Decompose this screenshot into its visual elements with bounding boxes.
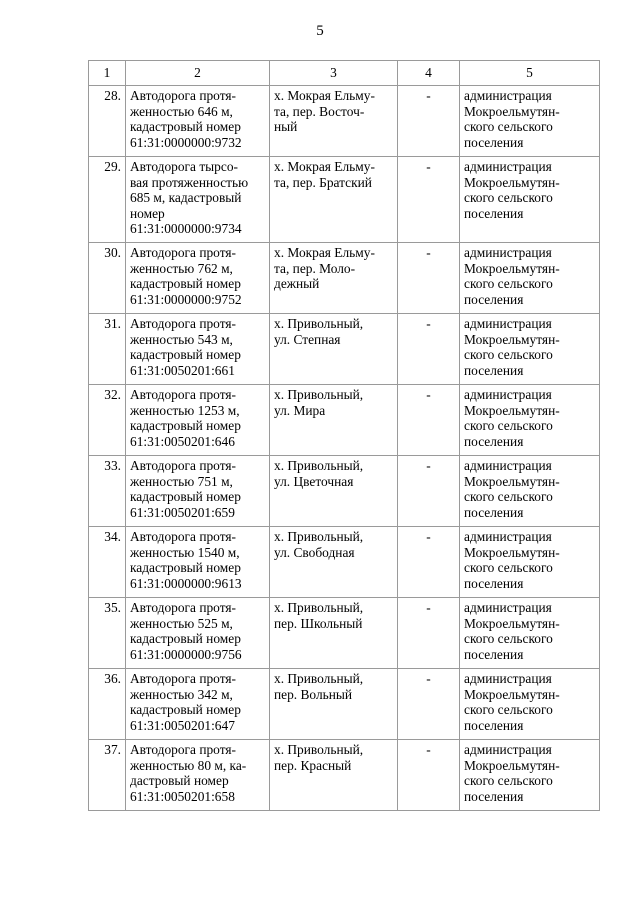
location-cell bbox=[270, 456, 398, 527]
object-name-line: Автодорога протя- bbox=[130, 88, 236, 103]
object-name-line: женностью 762 м, bbox=[130, 260, 233, 276]
object-name-line: женностью 342 м, bbox=[130, 686, 233, 702]
object-name-line: 61:31:0050201:646 bbox=[130, 433, 235, 449]
location-line: х. Привольный, bbox=[274, 671, 364, 686]
owner-cell bbox=[460, 740, 600, 811]
row-number: 31. bbox=[89, 314, 126, 385]
location-line: ул. Свободная bbox=[274, 544, 355, 560]
owner-cell bbox=[460, 385, 600, 456]
location-line: х. Привольный, bbox=[274, 529, 364, 544]
owner-line: поселения bbox=[464, 788, 524, 804]
road-registry-table bbox=[88, 60, 600, 811]
row-number: 37. bbox=[89, 740, 126, 811]
column-4-cell: - bbox=[398, 456, 460, 527]
location-cell bbox=[270, 314, 398, 385]
owner-line: администрация bbox=[464, 245, 552, 260]
object-name-line: Автодорога протя- bbox=[130, 742, 236, 757]
location-line: та, пер. Моло- bbox=[274, 260, 356, 276]
location-cell bbox=[270, 86, 398, 157]
owner-cell bbox=[460, 456, 600, 527]
object-name-line: Автодорога протя- bbox=[130, 529, 236, 544]
owner-line: администрация bbox=[464, 458, 552, 473]
location-line: ул. Цветочная bbox=[274, 473, 354, 489]
object-name-line: кадастровый номер bbox=[130, 560, 241, 575]
owner-line: Мокроельмутян- bbox=[464, 260, 560, 276]
object-name-cell bbox=[126, 456, 270, 527]
object-name-line: кадастровый номер bbox=[130, 418, 241, 433]
location-line: пер. Школьный bbox=[274, 615, 363, 631]
column-4-cell: - bbox=[398, 157, 460, 243]
page-number: 5 bbox=[316, 23, 324, 39]
object-name-cell bbox=[126, 669, 270, 740]
object-name-line: 685 м, кадастровый bbox=[130, 190, 242, 205]
column-4-cell: - bbox=[398, 314, 460, 385]
owner-line: ского сельского bbox=[464, 702, 553, 717]
table-row bbox=[89, 86, 600, 157]
header-cell-5: 5 bbox=[460, 61, 600, 86]
object-name-cell bbox=[126, 243, 270, 314]
column-4-cell: - bbox=[398, 86, 460, 157]
owner-line: Мокроельмутян- bbox=[464, 331, 560, 347]
column-4-cell: - bbox=[398, 385, 460, 456]
owner-cell bbox=[460, 527, 600, 598]
object-name-line: кадастровый номер bbox=[130, 489, 241, 504]
owner-line: администрация bbox=[464, 529, 552, 544]
location-line: ул. Мира bbox=[274, 402, 326, 418]
object-name-line: 61:31:0000000:9732 bbox=[130, 134, 242, 150]
object-name-line: вая протяженностью bbox=[130, 174, 249, 190]
header-cell-2: 2 bbox=[126, 61, 270, 86]
location-line: дежный bbox=[274, 276, 320, 291]
location-line: та, пер. Братский bbox=[274, 174, 372, 190]
header-cell-4: 4 bbox=[398, 61, 460, 86]
object-name-line: 61:31:0000000:9756 bbox=[130, 646, 242, 662]
owner-line: Мокроельмутян- bbox=[464, 103, 560, 119]
table-row bbox=[89, 598, 600, 669]
object-name-line: кадастровый номер bbox=[130, 119, 241, 134]
object-name-cell bbox=[126, 86, 270, 157]
object-name-line: 61:31:0050201:658 bbox=[130, 788, 235, 804]
table-row bbox=[89, 669, 600, 740]
table-header-row bbox=[89, 61, 600, 86]
owner-line: Мокроельмутян- bbox=[464, 402, 560, 418]
object-name-cell bbox=[126, 527, 270, 598]
object-name-line: Автодорога протя- bbox=[130, 245, 236, 260]
object-name-line: Автодорога протя- bbox=[130, 458, 236, 473]
location-line: х. Мокрая Ельму- bbox=[274, 159, 375, 174]
owner-line: поселения bbox=[464, 504, 524, 520]
location-line: ул. Степная bbox=[274, 331, 341, 347]
owner-cell bbox=[460, 243, 600, 314]
object-name-cell bbox=[126, 314, 270, 385]
location-line: х. Мокрая Ельму- bbox=[274, 245, 375, 260]
row-number: 34. bbox=[89, 527, 126, 598]
object-name-line: 61:31:0050201:661 bbox=[130, 362, 235, 378]
column-4-cell: - bbox=[398, 598, 460, 669]
owner-line: Мокроельмутян- bbox=[464, 615, 560, 631]
owner-line: поселения bbox=[464, 433, 524, 449]
location-cell bbox=[270, 598, 398, 669]
location-line: ный bbox=[274, 119, 298, 134]
object-name-cell bbox=[126, 598, 270, 669]
owner-line: Мокроельмутян- bbox=[464, 544, 560, 560]
owner-line: поселения bbox=[464, 134, 524, 150]
owner-line: ского сельского bbox=[464, 631, 553, 646]
object-name-line: женностью 751 м, bbox=[130, 473, 233, 489]
owner-line: Мокроельмутян- bbox=[464, 757, 560, 773]
object-name-line: Автодорога протя- bbox=[130, 387, 236, 402]
column-4-cell: - bbox=[398, 740, 460, 811]
owner-line: Мокроельмутян- bbox=[464, 174, 560, 190]
object-name-cell bbox=[126, 157, 270, 243]
object-name-line: женностью 543 м, bbox=[130, 331, 233, 347]
object-name-line: кадастровый номер bbox=[130, 276, 241, 291]
object-name-line: Автодорога протя- bbox=[130, 671, 236, 686]
object-name-line: женностью 1540 м, bbox=[130, 544, 240, 560]
object-name-cell bbox=[126, 740, 270, 811]
location-cell bbox=[270, 669, 398, 740]
owner-line: поселения bbox=[464, 575, 524, 591]
owner-line: администрация bbox=[464, 387, 552, 402]
owner-cell bbox=[460, 669, 600, 740]
location-cell bbox=[270, 527, 398, 598]
location-cell bbox=[270, 157, 398, 243]
column-4-cell: - bbox=[398, 243, 460, 314]
table-row bbox=[89, 385, 600, 456]
owner-line: Мокроельмутян- bbox=[464, 686, 560, 702]
object-name-line: женностью 646 м, bbox=[130, 103, 233, 119]
object-name-line: Автодорога тырсо- bbox=[130, 159, 238, 174]
object-name-line: дастровый номер bbox=[130, 773, 229, 788]
column-4-cell: - bbox=[398, 669, 460, 740]
owner-cell bbox=[460, 86, 600, 157]
owner-line: поселения bbox=[464, 717, 524, 733]
owner-line: администрация bbox=[464, 600, 552, 615]
location-cell bbox=[270, 385, 398, 456]
owner-line: Мокроельмутян- bbox=[464, 473, 560, 489]
object-name-line: 61:31:0000000:9752 bbox=[130, 291, 242, 307]
location-line: х. Привольный, bbox=[274, 316, 364, 331]
owner-cell bbox=[460, 157, 600, 243]
owner-line: ского сельского bbox=[464, 347, 553, 362]
object-name-cell bbox=[126, 385, 270, 456]
object-name-line: женностью 80 м, ка- bbox=[130, 757, 247, 773]
header-cell-1: 1 bbox=[89, 61, 126, 86]
owner-line: поселения bbox=[464, 646, 524, 662]
table-row bbox=[89, 456, 600, 527]
object-name-line: Автодорога протя- bbox=[130, 600, 236, 615]
object-name-line: кадастровый номер bbox=[130, 347, 241, 362]
location-line: х. Мокрая Ельму- bbox=[274, 88, 375, 103]
location-line: х. Привольный, bbox=[274, 600, 364, 615]
owner-line: администрация bbox=[464, 671, 552, 686]
owner-cell bbox=[460, 314, 600, 385]
row-number: 29. bbox=[89, 157, 126, 243]
owner-line: администрация bbox=[464, 316, 552, 331]
table-row bbox=[89, 243, 600, 314]
location-line: пер. Вольный bbox=[274, 686, 353, 702]
table-row bbox=[89, 740, 600, 811]
object-name-line: женностью 1253 м, bbox=[130, 402, 240, 418]
owner-line: поселения bbox=[464, 291, 524, 307]
owner-line: ского сельского bbox=[464, 560, 553, 575]
object-name-line: 61:31:0050201:647 bbox=[130, 717, 235, 733]
owner-line: ского сельского bbox=[464, 773, 553, 788]
location-line: х. Привольный, bbox=[274, 387, 364, 402]
header-cell-3: 3 bbox=[270, 61, 398, 86]
location-cell bbox=[270, 740, 398, 811]
owner-line: ского сельского bbox=[464, 119, 553, 134]
row-number: 32. bbox=[89, 385, 126, 456]
row-number: 33. bbox=[89, 456, 126, 527]
location-line: пер. Красный bbox=[274, 757, 352, 773]
owner-line: ского сельского bbox=[464, 489, 553, 504]
owner-line: поселения bbox=[464, 362, 524, 378]
owner-line: администрация bbox=[464, 742, 552, 757]
object-name-line: кадастровый номер bbox=[130, 702, 241, 717]
location-line: х. Привольный, bbox=[274, 742, 364, 757]
object-name-line: женностью 525 м, bbox=[130, 615, 233, 631]
row-number: 35. bbox=[89, 598, 126, 669]
object-name-line: 61:31:0000000:9734 bbox=[130, 221, 242, 236]
owner-line: ского сельского bbox=[464, 418, 553, 433]
object-name-line: номер bbox=[130, 205, 165, 221]
owner-line: администрация bbox=[464, 159, 552, 174]
table-row bbox=[89, 314, 600, 385]
column-4-cell: - bbox=[398, 527, 460, 598]
owner-line: поселения bbox=[464, 205, 524, 221]
location-cell bbox=[270, 243, 398, 314]
object-name-line: 61:31:0050201:659 bbox=[130, 504, 235, 520]
location-line: х. Привольный, bbox=[274, 458, 364, 473]
row-number: 36. bbox=[89, 669, 126, 740]
table-row bbox=[89, 527, 600, 598]
owner-cell bbox=[460, 598, 600, 669]
row-number: 30. bbox=[89, 243, 126, 314]
object-name-line: 61:31:0000000:9613 bbox=[130, 575, 242, 591]
owner-line: ского сельского bbox=[464, 276, 553, 291]
owner-line: ского сельского bbox=[464, 190, 553, 205]
object-name-line: Автодорога протя- bbox=[130, 316, 236, 331]
location-line: та, пер. Восточ- bbox=[274, 103, 365, 119]
object-name-line: кадастровый номер bbox=[130, 631, 241, 646]
table-row bbox=[89, 157, 600, 243]
owner-line: администрация bbox=[464, 88, 552, 103]
row-number: 28. bbox=[89, 86, 126, 157]
